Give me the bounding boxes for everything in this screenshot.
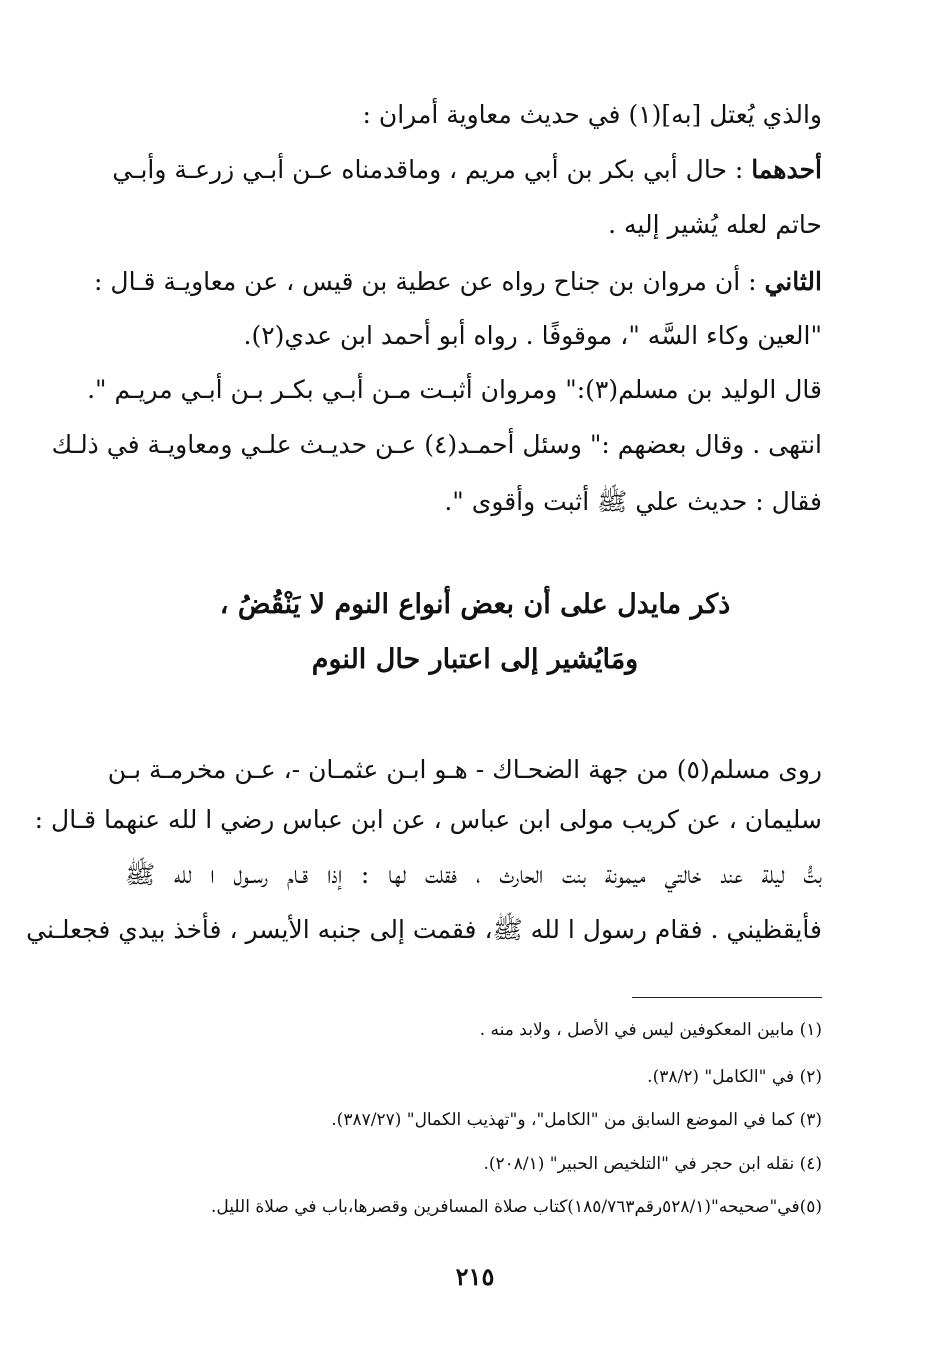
footnote-separator [632, 997, 822, 998]
footnote-4: (٤) نقله ابن حجر في "التلخيص الحبير" (٢٠٨/١). [483, 1154, 822, 1174]
footnote-2: (٢) في "الكامل" (٣٨/٢). [647, 1067, 822, 1087]
body-line-9: روى مسلم(٥) من جهة الضحـاك - هـو ابـن عثمـان -، عـن مخرمـة بـن [107, 755, 822, 784]
body-line-8: فقال : حديث علي ﷺ أثبت وأقوى ". [444, 487, 822, 516]
section-heading-line-1: ذكر مايدل على أن بعض أنواع النوم لا يَنْقُضُ ، [219, 589, 731, 620]
footnote-1: (١) مابين المعكوفين ليس في الأصل ، ولابد منه . [479, 1020, 822, 1040]
body-line-2 [112, 150, 822, 190]
body-line-4-text: : أن مروان بن جناح رواه عن عطية بن قيس ، عن معاويـة قـال : [94, 267, 765, 296]
body-line-5: "العين وكاء السَّه "، موقوفًا . رواه أبو أحمد ابن عدي(٢). [243, 321, 822, 350]
body-line-7: انتهى . وقال بعضهم :" وسئل أحمـد(٤) عـن حديـث علـي ومعاويـة في ذلـك [51, 430, 822, 459]
body-line-11: بتُّ ليلة عند خالتي ميمونة بنت الحارث ، فقلت لها : إذا قـام رسـول ا لله ﷺ [125, 860, 822, 889]
body-line-6: قال الوليد بن مسلم(٣):" ومروان أثبـت مـن أبـي بكـر بـن أبـي مريـم ". [87, 375, 822, 404]
footnote-3: (٣) كما في الموضع السابق من "الكامل"، و"تهذيب الكمال" (٣٨٧/٢٧). [331, 1110, 822, 1130]
body-line-3: حاتم لعله يُشير إليه . [608, 210, 822, 239]
body-line-1: والذي يُعتل [به](١) في حديث معاوية أمران : [362, 100, 822, 129]
footnote-5: (٥)في"صحيحه"(٥٢٨/١رقم١٨٥/٧٦٣)كتاب صلاة المسافرين وقصرها،باب في صلاة الليل. [211, 1197, 822, 1217]
section-heading-line-2: ومَايُشير إلى اعتبار حال النوم [311, 644, 639, 675]
body-line-4 [94, 262, 822, 302]
body-line-10: سليمان ، عن كريب مولى ابن عباس ، عن ابن عباس رضي ا لله عنهما قـال : [34, 805, 822, 834]
body-line-2-text: : حال أبي بكر بن أبي مريم ، وماقدمناه عـن أبـي زرعـة وأبـي [112, 155, 752, 184]
label-first: أحدهما [751, 155, 822, 184]
body-line-12: فأيقظيني . فقام رسول ا لله ﷺ، فقمت إلى جنبه الأيسر ، فأخذ بيدي فجعلـني [26, 915, 822, 944]
page-number: ٢١٥ [455, 1262, 495, 1291]
label-second: الثاني [764, 267, 822, 296]
